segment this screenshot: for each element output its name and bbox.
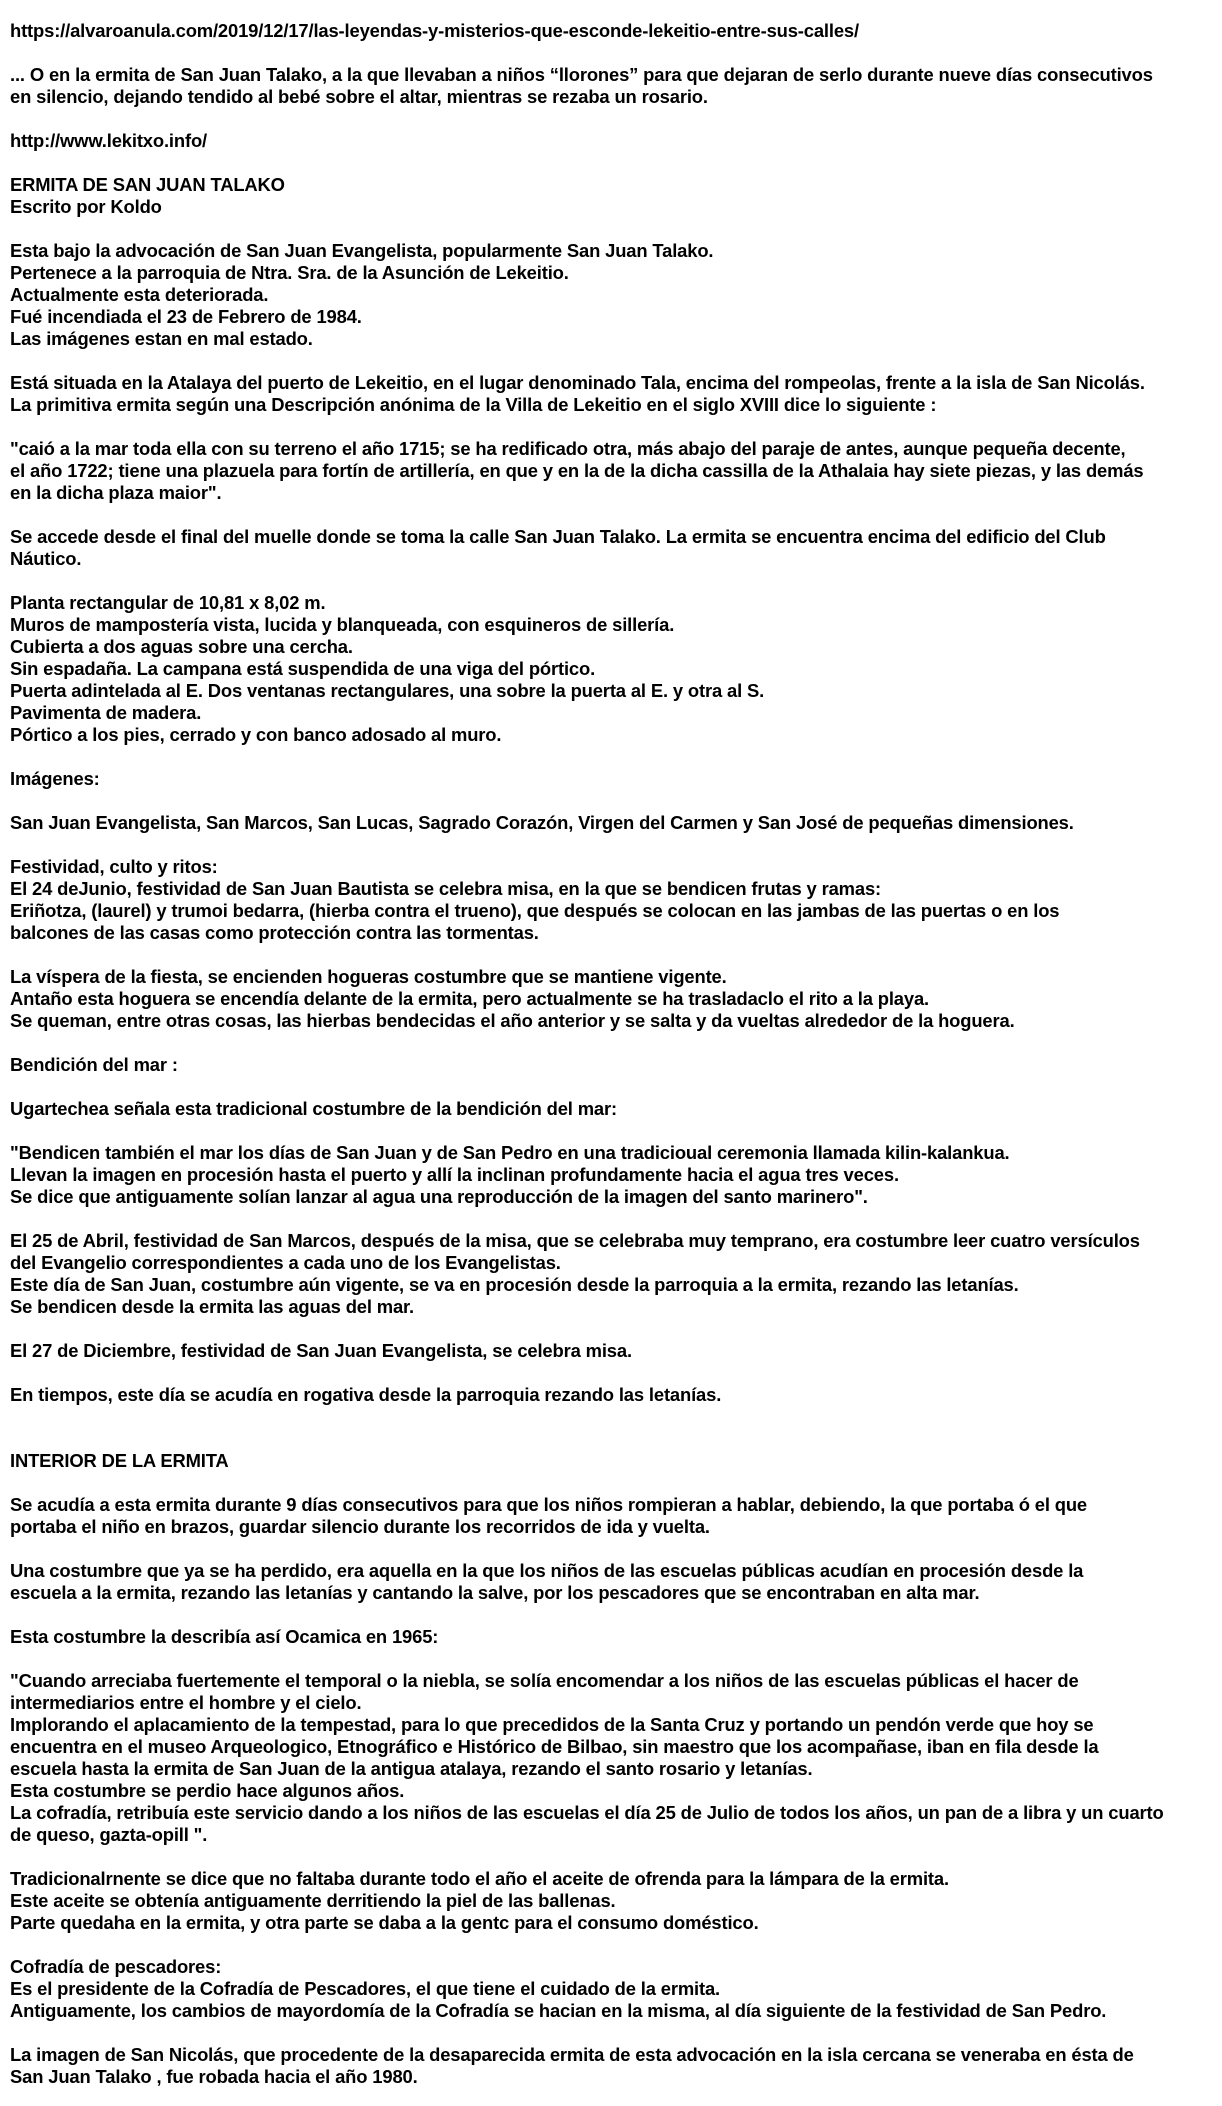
paragraph-planta: Planta rectangular de 10,81 x 8,02 m. Muros de mampostería vista, lucida y blanqueada, con esquineros de sillería. Cubierta a dos aguas sobre una cercha. Sin espadaña. La campana está suspendida de una viga del pórtico. Puerta adintelada al E. Dos ventanas rectangulares, una sobre la puerta al E. y otra al S. Pavimenta de madera. Pórtico a los pies, cerrado y con banco adosado al muro. (10, 592, 765, 745)
paragraph-situacion: Está situada en la Atalaya del puerto de Lekeitio, en el lugar denominado Tala, encima del rompeolas, frente a la isla de San Nicolás. La primitiva ermita según una Descripción anónima de la Villa de Lekeitio en el siglo XVIII dice lo siguiente : (10, 372, 1145, 415)
paragraph-rogativa: En tiempos, este día se acudía en rogativa desde la parroquia rezando las letanías. (10, 1384, 722, 1405)
paragraph-advocacion: Esta bajo la advocación de San Juan Evangelista, popularmente San Juan Talako. Pertenece a la parroquia de Ntra. Sra. de la Asunción de Lekeitio. Actualmente esta deteriorada. Fué incendiada el 23 de Febrero de 1984. Las imágenes estan en mal estado. (10, 240, 714, 349)
paragraph-ugartechea: Ugartechea señala esta tradicional costumbre de la bendición del mar: (10, 1098, 617, 1119)
document-body (10, 20, 1215, 2088)
paragraph-27-diciembre: El 27 de Diciembre, festividad de San Juan Evangelista, se celebra misa. (10, 1340, 632, 1361)
paragraph-festividad: Festividad, culto y ritos: El 24 deJunio, festividad de San Juan Bautista se celebra misa, en la que se bendicen frutas y ramas: Eriñotza, (laurel) y trumoi bedarra, (hierba contra el trueno), que después se colocan en las jambas de las puertas o en los balcones de las casas como protección contra las tormentas. (10, 856, 1060, 943)
paragraph-san-marcos: El 25 de Abril, festividad de San Marcos, después de la misa, que se celebraba muy temprano, era costumbre leer cuatro versículos del Evangelio correspondientes a cada uno de los Evangelistas. Este día de San Juan, costumbre aún vigente, se va en procesión desde la parroquia a la ermita, rezando las letanías. Se bendicen desde la ermita las aguas del mar. (10, 1230, 1140, 1317)
paragraph-cita-ocamica: "Cuando arreciaba fuertemente el temporal o la niebla, se solía encomendar a los niños de las escuelas públicas el hacer de intermediarios entre el hombre y el cielo. Implorando el aplacamiento de la tempestad, para lo que precedidos de la Santa Cruz y portando un pendón verde que hoy se encuentra en el museo Arqueologico, Etnográfico e Histórico de Bilbao, sin maestro que los acompañase, iban en fila desde la escuela hasta la ermita de San Juan de la antigua atalaya, rezando el santo rosario y letanías. Esta costumbre se perdio hace algunos años. La cofradía, retribuía este servicio dando a los niños de las escuelas el día 25 de Julio de todos los años, un pan de a libra y un cuarto de queso, gazta-opill ". (10, 1670, 1164, 1845)
paragraph-ocamica: Esta costumbre la describía así Ocamica en 1965: (10, 1626, 439, 1647)
paragraph-aceite: Tradicionalrnente se dice que no faltaba durante todo el año el aceite de ofrenda para la lámpara de la ermita. Este aceite se obtenía antiguamente derritiendo la piel de las ballenas. Parte quedaha en la ermita, y otra parte se daba a la gentc para el consumo doméstico. (10, 1868, 949, 1933)
source-url-lekitxo: http://www.lekitxo.info/ (10, 130, 207, 151)
paragraph-nueve-dias: Se acudía a esta ermita durante 9 días consecutivos para que los niños rompieran a hablar, debiendo, la que portaba ó el que portaba el niño en brazos, guardar silencio durante los recorridos de ida y vuelta. (10, 1494, 1087, 1537)
paragraph-cita-bendicion: "Bendicen también el mar los días de San Juan y de San Pedro en una tradicioual ceremonia llamada kilin-kalankua. Llevan la imagen en procesión hasta el puerto y allí la inclinan profundamente hacia el agua tres veces. Se dice que antiguamente solían lanzar al agua una reproducción de la imagen del santo marinero". (10, 1142, 1010, 1207)
heading-interior-ermita: INTERIOR DE LA ERMITA (10, 1450, 229, 1471)
paragraph-cofradia: Cofradía de pescadores: Es el presidente de la Cofradía de Pescadores, el que tiene el cuidado de la ermita. Antiguamente, los cambios de mayordomía de la Cofradía se hacian en la misma, al día siguiente de la festividad de San Pedro. (10, 1956, 1107, 2021)
article-heading: ERMITA DE SAN JUAN TALAKO Escrito por Koldo (10, 174, 285, 217)
paragraph-acceso: Se accede desde el final del muelle donde se toma la calle San Juan Talako. La ermita se encuentra encima del edificio del Club Náutico. (10, 526, 1106, 569)
paragraph-san-nicolas: La imagen de San Nicolás, que procedente de la desaparecida ermita de esta advocación en la isla cercana se veneraba en ésta de San Juan Talako , fue robada hacia el año 1980. (10, 2044, 1134, 2087)
paragraph-costumbre-perdida: Una costumbre que ya se ha perdido, era aquella en la que los niños de las escuelas públicas acudían en procesión desde la escuela a la ermita, rezando las letanías y cantando la salve, por los pescadores que se encontraban en alta mar. (10, 1560, 1084, 1603)
source-url-alvaroanula: https://alvaroanula.com/2019/12/17/las-leyendas-y-misterios-que-esconde-lekeitio-entre-sus-calles/ (10, 20, 859, 41)
paragraph-hogueras: La víspera de la fiesta, se encienden hogueras costumbre que se mantiene vigente. Antaño esta hoguera se encendía delante de la ermita, pero actualmente se ha trasladaclo el rito a la playa. Se queman, entre otras cosas, las hierbas bendecidas el año anterior y se salta y da vueltas alrededor de la hoguera. (10, 966, 1015, 1031)
heading-imagenes: Imágenes: (10, 768, 100, 789)
paragraph-lista-imagenes: San Juan Evangelista, San Marcos, San Lucas, Sagrado Corazón, Virgen del Carmen y San José de pequeñas dimensiones. (10, 812, 1074, 833)
intro-quote: ... O en la ermita de San Juan Talako, a la que llevaban a niños “llorones” para que dejaran de serlo durante nueve días consecutivos en silencio, dejando tendido al bebé sobre el altar, mientras se rezaba un rosario. (10, 64, 1153, 107)
heading-bendicion-mar: Bendición del mar : (10, 1054, 178, 1075)
paragraph-cita-siglo-xviii: "caió a la mar toda ella con su terreno el año 1715; se ha redificado otra, más abajo del paraje de antes, aunque pequeña decente, el año 1722; tiene una plazuela para fortín de artillería, en que y en la de la dicha cassilla de la Athalaia hay siete piezas, y las demás en la dicha plaza maior". (10, 438, 1144, 503)
